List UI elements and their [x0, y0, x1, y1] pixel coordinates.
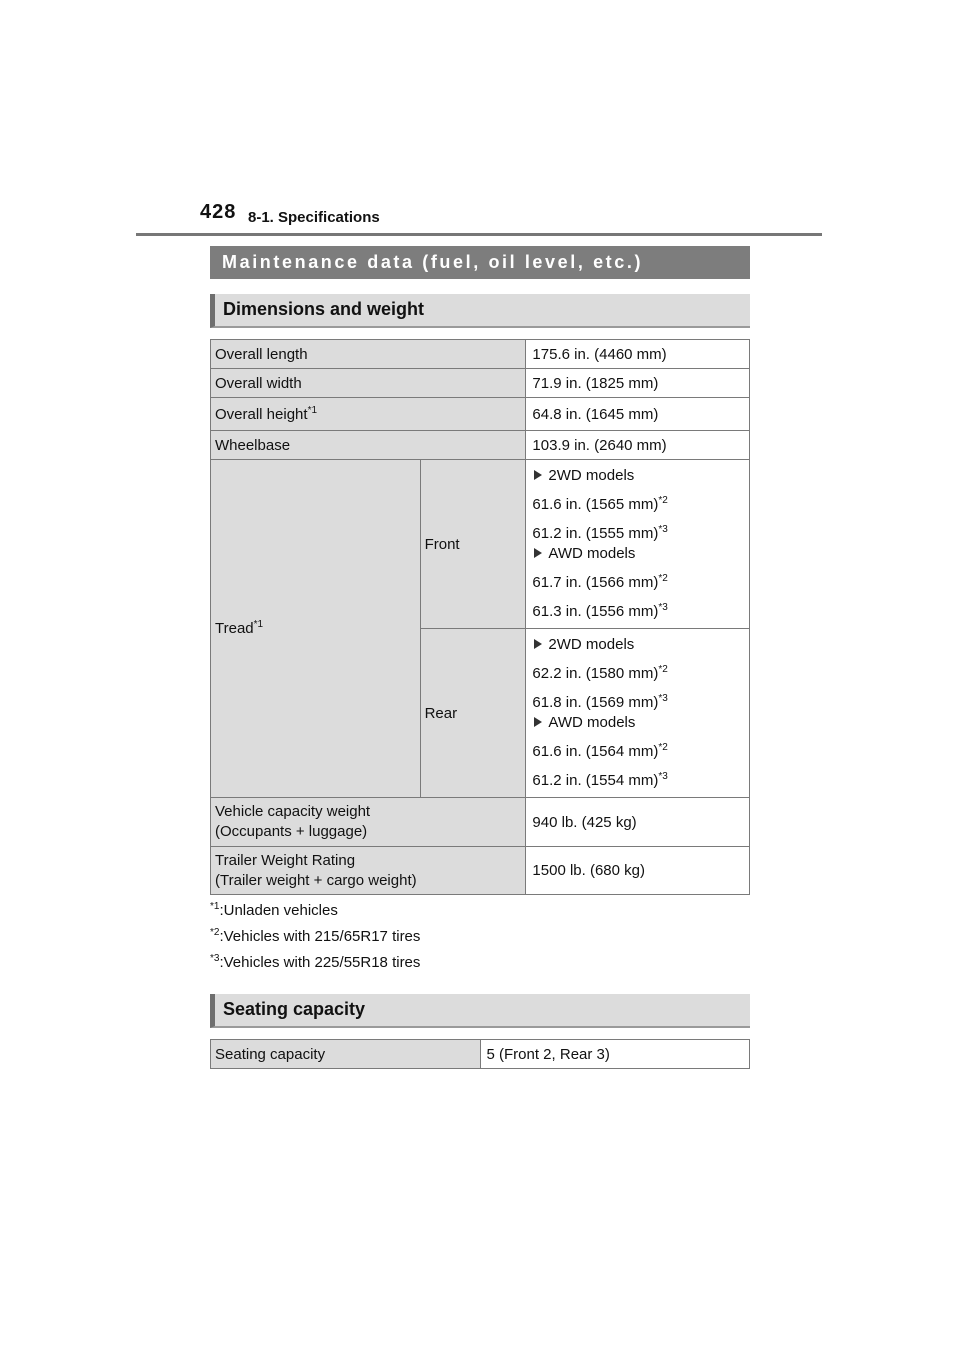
wheelbase-value: 103.9 in. (2640 mm) — [526, 431, 750, 460]
footnote-ref: *1 — [307, 404, 318, 416]
main-section-banner: Maintenance data (fuel, oil level, etc.) — [210, 246, 750, 279]
label-line: Vehicle capacity weight — [215, 803, 371, 820]
page-number: 428 — [200, 201, 237, 223]
seating-capacity-value: 5 (Front 2, Rear 3) — [480, 1040, 750, 1069]
triangle-bullet-icon — [534, 717, 542, 727]
tread-rear-values — [526, 629, 750, 798]
seating-capacity-label: Seating capacity — [211, 1040, 481, 1069]
measurement-text: 61.3 in. (1556 mm) — [532, 603, 659, 620]
model-name: 2WD models — [548, 467, 635, 484]
overall-height-label-text: Overall height — [215, 405, 308, 423]
footnote — [210, 924, 420, 950]
vehicle-capacity-label — [211, 798, 526, 847]
footnote-marker: *3 — [210, 953, 220, 964]
table-row — [211, 398, 750, 431]
footnote-text: :Unladen vehicles — [219, 902, 338, 919]
model-heading — [532, 713, 745, 733]
model-name: 2WD models — [548, 636, 635, 653]
tread-front-label: Front — [420, 460, 526, 629]
measurement-line — [532, 573, 745, 593]
measurement-line — [532, 495, 745, 515]
overall-height-label — [211, 398, 526, 431]
label-line: (Occupants + luggage) — [215, 823, 368, 840]
triangle-bullet-icon — [534, 639, 542, 649]
measurement-line — [532, 742, 745, 762]
tread-label — [211, 460, 421, 798]
footnote-ref: *2 — [658, 573, 668, 584]
measurement-line — [532, 771, 745, 791]
footnote-ref: *2 — [658, 742, 668, 753]
table-row — [211, 847, 750, 895]
measurement-line — [532, 602, 745, 622]
header-divider — [136, 233, 822, 236]
footnotes — [210, 898, 420, 976]
footnote-ref: *1 — [253, 619, 264, 630]
footnote — [210, 898, 420, 924]
measurement-line — [532, 524, 745, 544]
overall-width-label: Overall width — [211, 369, 526, 398]
footnote-text: :Vehicles with 225/55R18 tires — [219, 954, 421, 971]
vehicle-capacity-value: 940 lb. (425 kg) — [526, 798, 750, 847]
overall-length-value: 175.6 in. (4460 mm) — [526, 340, 750, 369]
model-heading — [532, 466, 745, 486]
triangle-bullet-icon — [534, 548, 542, 558]
overall-height-value: 64.8 in. (1645 mm) — [526, 398, 750, 431]
measurement-text: 61.2 in. (1555 mm) — [532, 525, 659, 542]
table-row — [211, 460, 750, 629]
measurement-text: 61.7 in. (1566 mm) — [532, 574, 659, 591]
footnote-ref: *3 — [658, 693, 668, 704]
triangle-bullet-icon — [534, 470, 542, 480]
overall-width-value: 71.9 in. (1825 mm) — [526, 369, 750, 398]
tread-rear-label: Rear — [420, 629, 526, 798]
wheelbase-label: Wheelbase — [211, 431, 526, 460]
model-name: AWD models — [548, 545, 636, 562]
footnote — [210, 950, 420, 976]
dimensions-heading: Dimensions and weight — [210, 294, 750, 328]
model-name: AWD models — [548, 714, 636, 731]
table-row — [211, 369, 750, 398]
tread-label-text: Tread — [215, 620, 254, 637]
footnote-marker: *1 — [210, 901, 220, 912]
tread-front-values — [526, 460, 750, 629]
table-row — [211, 431, 750, 460]
footnote-ref: *2 — [658, 495, 668, 506]
seating-table — [210, 1039, 750, 1069]
measurement-text: 61.6 in. (1565 mm) — [532, 496, 659, 513]
footnote-text: :Vehicles with 215/65R17 tires — [219, 928, 421, 945]
footnote-marker: *2 — [210, 927, 220, 938]
label-line: Trailer Weight Rating — [215, 851, 356, 869]
measurement-line — [532, 664, 745, 684]
overall-length-label: Overall length — [211, 340, 526, 369]
model-heading — [532, 544, 745, 564]
table-row — [211, 1040, 750, 1069]
measurement-text: 61.6 in. (1564 mm) — [532, 743, 659, 760]
table-row — [211, 798, 750, 847]
dimensions-table — [210, 339, 750, 895]
label-line: (Trailer weight + cargo weight) — [215, 871, 417, 889]
measurement-text: 61.8 in. (1569 mm) — [532, 694, 659, 711]
footnote-ref: *3 — [658, 771, 668, 782]
measurement-line — [532, 693, 745, 713]
footnote-ref: *2 — [658, 664, 668, 675]
trailer-rating-label — [211, 847, 526, 895]
seating-heading: Seating capacity — [210, 994, 750, 1028]
measurement-text: 61.2 in. (1554 mm) — [532, 772, 659, 789]
measurement-text: 62.2 in. (1580 mm) — [532, 665, 659, 682]
footnote-ref: *3 — [658, 602, 668, 613]
trailer-rating-value: 1500 lb. (680 kg) — [526, 847, 750, 895]
model-heading — [532, 635, 745, 655]
table-row — [211, 340, 750, 369]
footnote-ref: *3 — [658, 524, 668, 535]
section-title: 8-1. Specifications — [248, 209, 380, 226]
